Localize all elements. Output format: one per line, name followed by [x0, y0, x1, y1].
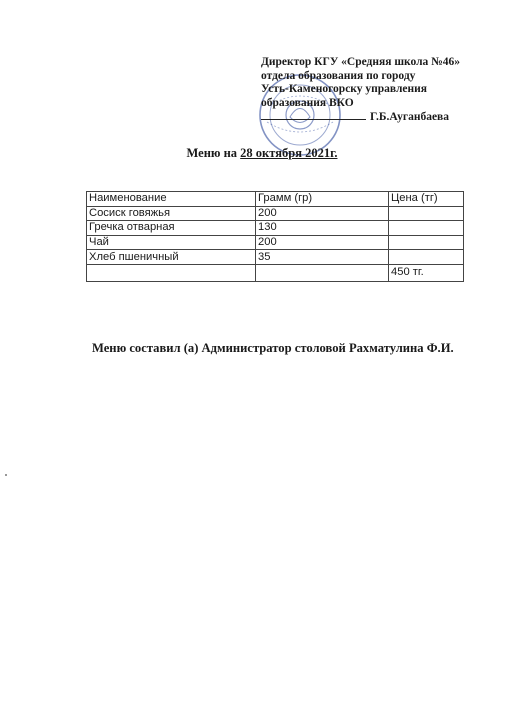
table-row: [87, 221, 464, 236]
header-cell-price: Цена (тг): [389, 192, 464, 207]
menu-table: [86, 191, 464, 282]
header-cell-name: Наименование: [87, 192, 256, 207]
table-row: [87, 250, 464, 265]
scan-speck: [5, 474, 7, 476]
menu-author-line: Меню составил (а) Администратор столовой Рахматулина Ф.И.: [92, 341, 454, 355]
menu-date: 28 октября 2021г.: [240, 146, 338, 160]
table-row: [87, 206, 464, 221]
table-total-row: [87, 264, 464, 281]
table-cell: Гречка отварная: [87, 221, 256, 236]
table-cell: Хлеб пшеничный: [87, 250, 256, 265]
table-row: [87, 235, 464, 250]
approval-block: [261, 56, 511, 125]
table-cell: 130: [256, 221, 389, 236]
menu-title: [0, 146, 524, 161]
header-cell-grams: Грамм (гр): [256, 192, 389, 207]
table-cell: Сосиск говяжья: [87, 206, 256, 221]
menu-title-prefix: Меню на: [186, 146, 241, 160]
approval-line: образования ВКО: [261, 96, 354, 109]
table-cell: 200: [256, 235, 389, 250]
table-cell: [389, 206, 464, 221]
total-price-cell: 450 тг.: [389, 264, 464, 281]
approval-line: отдела образования по городу: [261, 69, 416, 82]
approval-line: Директор КГУ «Средняя школа №46»: [261, 56, 460, 68]
table-cell: [256, 264, 389, 281]
signature-name: Г.Б.Ауганбаева: [370, 111, 450, 124]
table-cell: [389, 250, 464, 265]
table-header-row: [87, 192, 464, 207]
signature-blank: [261, 119, 366, 120]
signature-line: [261, 111, 511, 125]
table-cell: [87, 264, 256, 281]
table-cell: [389, 235, 464, 250]
table-cell: 200: [256, 206, 389, 221]
table-cell: 35: [256, 250, 389, 265]
table-cell: Чай: [87, 235, 256, 250]
table-cell: [389, 221, 464, 236]
approval-line: Усть-Каменогорску управления: [261, 83, 427, 96]
